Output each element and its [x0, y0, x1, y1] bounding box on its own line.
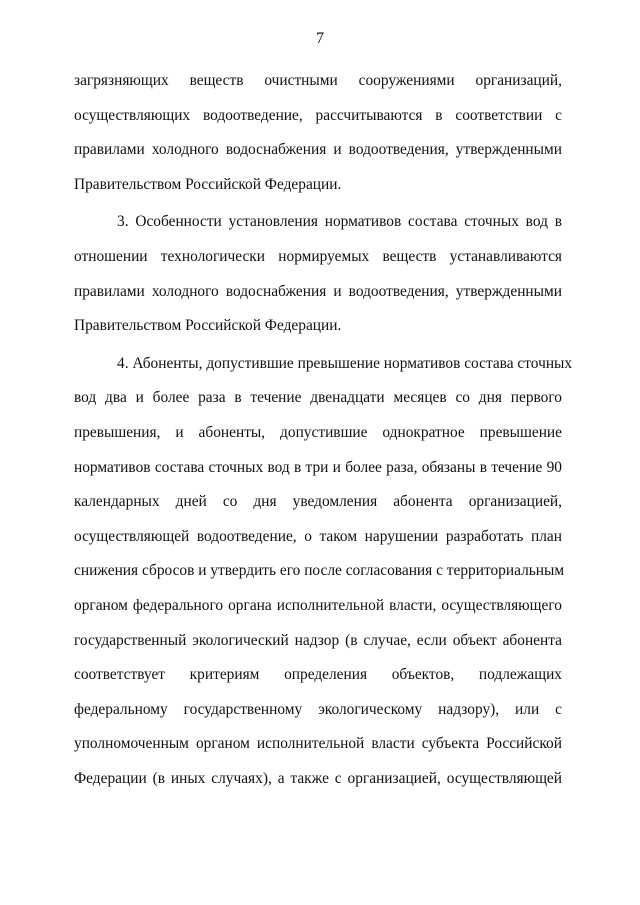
text-line: 3. Особенности установления нормативов состава сточных вод в [117, 213, 562, 231]
text-line: государственный экологический надзор (в случае, если объект абонента [74, 631, 562, 649]
text-line: Федерации (в иных случаях), а также с организацией, осуществляющей [74, 769, 562, 787]
text-line: календарных дней со дня уведомления абонента организацией, [74, 493, 562, 511]
text-line: превышения, и абоненты, допустившие однократное превышение [74, 423, 562, 441]
text-line: Правительством Российской Федерации. [74, 317, 342, 335]
paragraph-3 [74, 205, 562, 343]
text-line: правилами холодного водоснабжения и водоотведения, утвержденными [74, 141, 562, 159]
text-line: вод два и более раза в течение двенадцати месяцев со дня первого [74, 389, 562, 407]
text-line: органом федерального органа исполнительной власти, осуществляющего [74, 596, 562, 614]
text-line: осуществляющей водоотведение, о таком нарушении разработать план [74, 527, 562, 545]
text-line: федеральному государственному экологическому надзору), или с [74, 700, 562, 718]
text-line: уполномоченным органом исполнительной власти субъекта Российской [74, 735, 562, 753]
text-line: 4. Абоненты, допустившие превышение нормативов состава сточных [117, 354, 573, 372]
text-line: снижения сбросов и утвердить его после согласования с территориальным [74, 562, 565, 580]
document-body [74, 64, 573, 796]
paragraph-continuation [74, 64, 562, 202]
text-line: загрязняющих веществ очистными сооружениями организаций, [74, 72, 562, 89]
text-line: правилами холодного водоснабжения и водоотведения, утвержденными [74, 282, 562, 300]
text-line: отношении технологически нормируемых веществ устанавливаются [74, 247, 562, 265]
text-line: соответствует критериям определения объектов, подлежащих [74, 666, 562, 684]
text-line: Правительством Российской Федерации. [74, 175, 342, 193]
page-number: 7 [316, 30, 324, 47]
text-line: нормативов состава сточных вод в три и более раза, обязаны в течение 90 [74, 458, 562, 476]
text-line: осуществляющих водоотведение, рассчитываются в соответствии с [74, 106, 562, 124]
paragraph-4 [74, 347, 573, 797]
